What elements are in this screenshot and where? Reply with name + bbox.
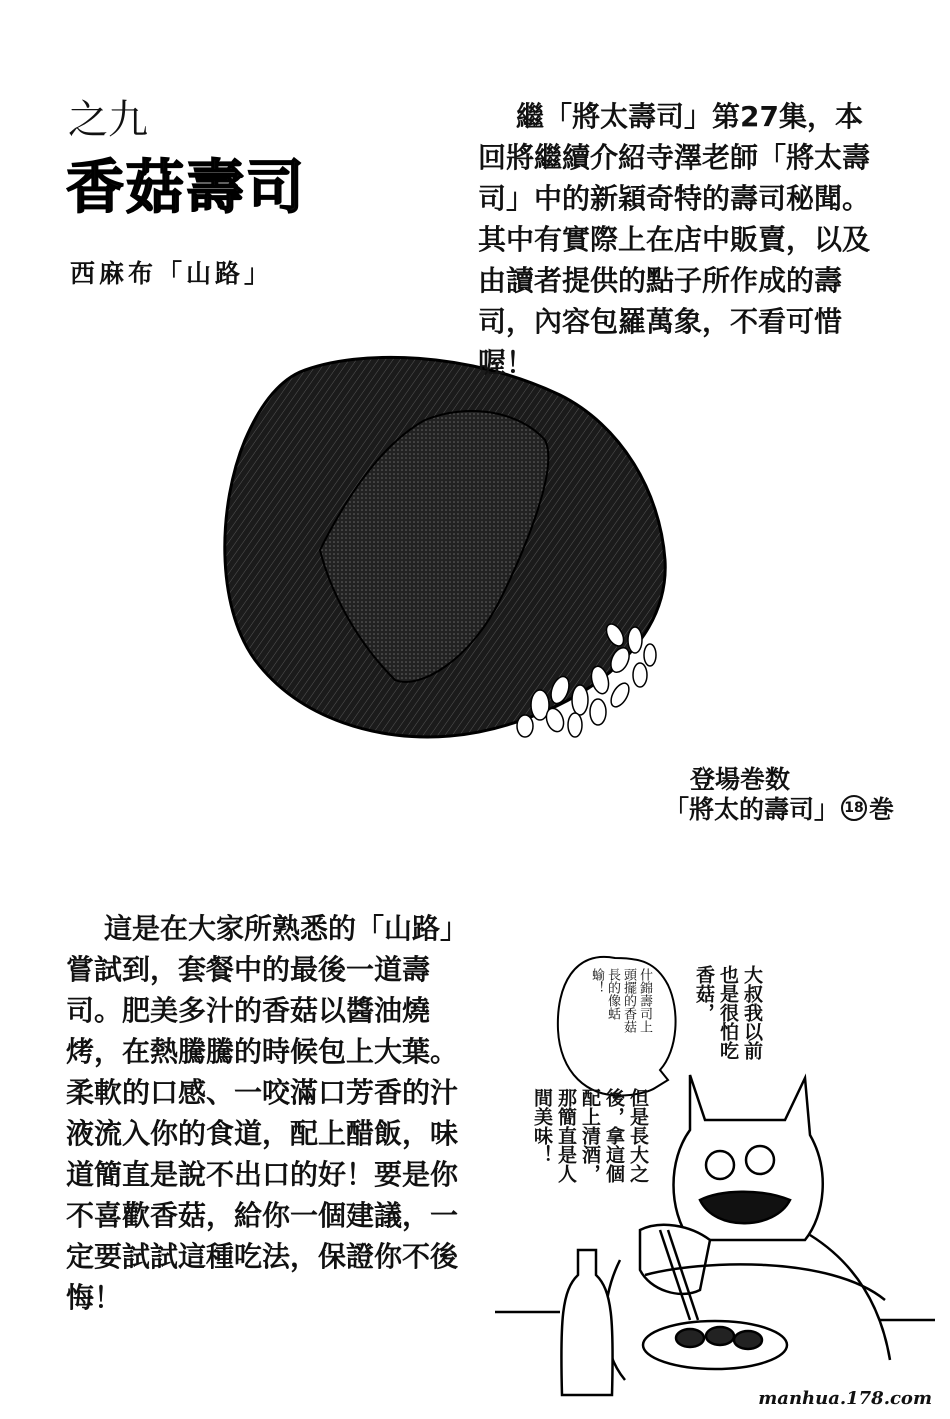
shop-name: 西麻布「山路」 [70, 259, 274, 288]
appearance-label: 登場巻数 [690, 765, 791, 794]
volume-number: 18 [841, 795, 867, 821]
intro-paragraph: 繼「將太壽司」第27集，本回將繼續介紹寺澤老師「將太壽司」中的新穎奇特的壽司秘聞。其中有實際上在店中販賣，以及由讀者提供的點子所作成的壽司，內容包羅萬象，不看可惜喔！ [478, 100, 871, 379]
page-title: 香菇壽司 [66, 153, 307, 221]
watermark: manhua.178.com [758, 1388, 932, 1409]
body-paragraph: 這是在大家所熟悉的「山路」嘗試到，套餐中的最後一道壽司。肥美多汁的香菇以醬油燒烤，在熱騰騰的時候包上大葉。柔軟的口感、一咬滿口芳香的汁液流入你的食道，配上醋飯，味道簡直是說不出口的好！要是你不喜歡香菇，給你一個建議，一定要試試這種吃法，保證你不後悔！ [66, 912, 469, 1314]
sushi-illustration [225, 357, 665, 737]
caption-bottom: 但是長大之後，拿這個配上清酒，那簡直是人間美味！ [531, 1088, 649, 1183]
volume-suffix: 巻 [869, 795, 895, 824]
caption-top: 大叔我以前也是很怕吃香菇， [693, 965, 763, 1060]
speech-bubble-text: 什錦壽司上頭擺的香菇長的像蛞蝓！ [589, 968, 652, 1033]
chapter-label: 之九 [68, 97, 148, 143]
volume-prefix: 「將太的壽司」 [664, 795, 840, 824]
volume-reference [664, 790, 894, 826]
